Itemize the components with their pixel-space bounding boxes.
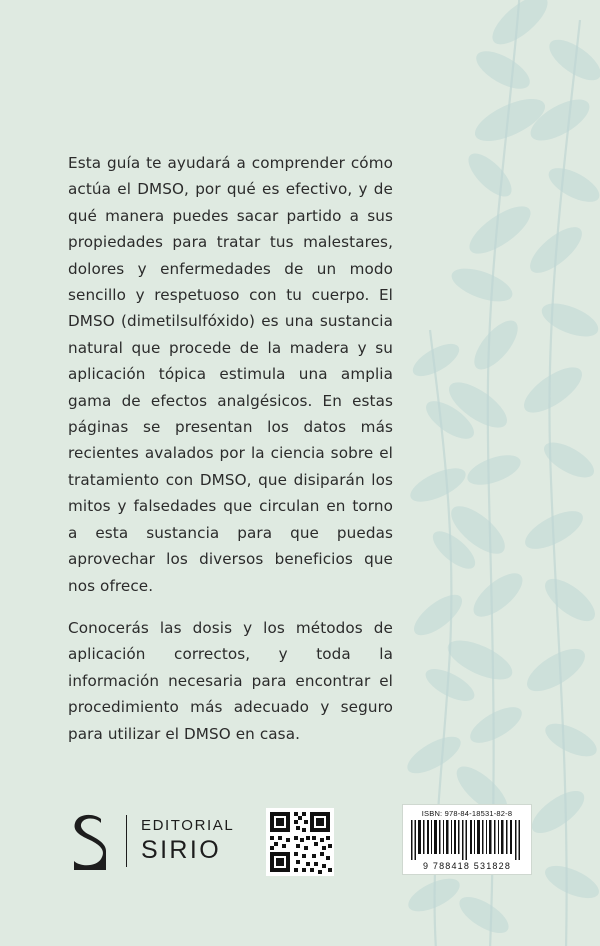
publisher-name <box>141 817 234 865</box>
blurb-paragraph-2: Conocerás las dosis y los métodos de aplicación correctos, y toda la información necesaria para encontrar el procedimiento más adecuado y seguro para utilizar el DMSO en casa. <box>68 618 393 743</box>
isbn-barcode-block <box>402 804 532 875</box>
publisher-line-2: SIRIO <box>141 836 222 865</box>
blurb-text <box>68 150 393 747</box>
isbn-digits: 9 788418 531828 <box>422 861 512 871</box>
isbn-label: ISBN: 978-84-18531-82-8 <box>421 809 513 818</box>
publisher-logo <box>68 810 234 872</box>
ean13-barcode-icon <box>408 820 526 860</box>
publisher-line-1: EDITORIAL <box>141 817 235 834</box>
blurb-paragraph-1: Esta guía te ayudará a comprender cómo actúa el DMSO, por qué es efectivo, y de qué manera puedes sacar partido a sus propiedades para tratar tus malestares, dolores y enfermedades de un modo sencillo y respetuoso con tu cuerpo. El DMSO (dimetilsulfóxido) es una sustancia natural que procede de la madera y su aplicación tópica estimula una amplia gama de efectos analgésicos. En estas páginas se presentan los datos más recientes avalados por la ciencia sobre el tratamiento con DMSO, que disiparán los mitos y falsedades que circulan en torno a esta sustancia para que puedas aprovechar los diversos beneficios que nos ofrece. <box>68 154 393 595</box>
qr-code-icon[interactable] <box>266 808 334 876</box>
cover-footer <box>68 798 532 888</box>
logo-divider <box>126 815 127 867</box>
sirio-s-logo-icon <box>68 811 112 871</box>
